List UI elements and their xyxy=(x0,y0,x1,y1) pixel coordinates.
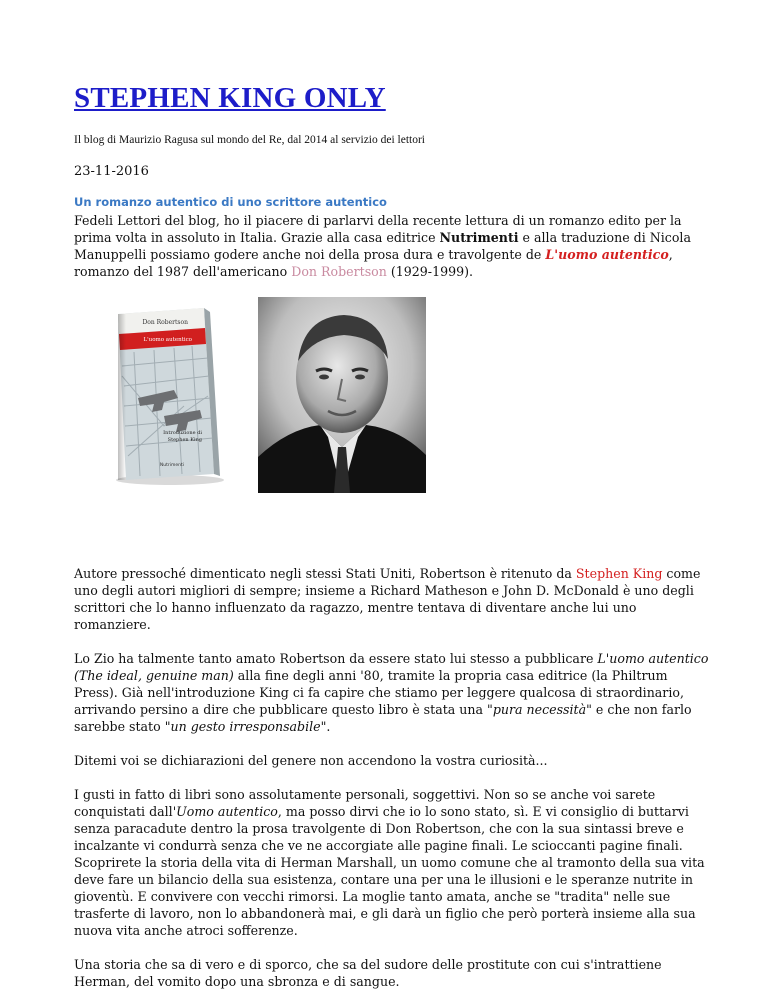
paragraph-4: Ditemi voi se dichiarazioni del genere non accendono la vostra curiosità... xyxy=(74,753,548,768)
intro-paragraph xyxy=(74,212,714,280)
p5-italic-title: Uomo autentico xyxy=(176,804,278,819)
p5-text-2: , ma posso dirvi che io lo sono stato, sì. E vi consiglio di buttarvi senza paracadute dentro la prosa travolgente di Don Robertson, che con la sua sintassi breve e incalzante vi condurrà senza che ve ne accorgiate alle pagine finali. Le scioccanti pagine finali. xyxy=(74,804,689,853)
paragraph-2 xyxy=(74,565,714,633)
p3-text-3: e che non farlo sarebbe stato xyxy=(74,702,692,734)
p3-text-1: Lo Zio ha talmente tanto amato Robertson da essere stato lui stesso a pubblicare xyxy=(74,651,598,666)
post-date: 23-11-2016 xyxy=(74,164,149,179)
intro-text-1: Fedeli Lettori del blog, ho il piacere di parlarvi della recente lettura di un romanzo edito per la prima volta in assoluto in Italia. Grazie alla casa editrice xyxy=(74,213,682,245)
p5-text-1: I gusti in fatto di libri sono assolutamente personali, soggettivi. Non so se anche voi sarete conquistati dall' xyxy=(74,787,656,819)
blog-title-link[interactable]: STEPHEN KING ONLY xyxy=(74,82,386,114)
stephen-king-link[interactable]: Stephen King xyxy=(575,566,663,581)
paragraph-6: Scoprirete la storia della vita di Herman Marshall, un uomo comune che al tramonto della sua vita deve fare un bilancio della sua esistenza, contare una per una le illusioni e le speranze nutrite in gioventù. E convivere con vecchi rimorsi. La moglie tanto amata, anche se "tradita" nelle sue trasferte di lavoro, non lo abbandonerà mai, e gli darà un figlio che però porterà insieme alla sua nuova vita anche atroci sofferenze. xyxy=(74,855,705,938)
book-title-highlight: L'uomo autentico xyxy=(545,247,669,262)
paragraph-7: Una storia che sa di vero e di sporco, che sa del sudore delle prostitute con cui s'intrattiene Herman, del vomito dopo una sbronza e di sangue. xyxy=(74,957,662,989)
p3-text-4: . xyxy=(326,719,331,734)
p2-text-1: Autore pressoché dimenticato negli stessi Stati Uniti, Robertson è ritenuto da xyxy=(74,566,576,581)
p3-quote-2: "un gesto irresponsabile" xyxy=(164,719,327,734)
intro-text-3: , romanzo del 1987 dell'americano xyxy=(74,247,673,279)
p3-text-2: alla fine degli anni '80, tramite la propria casa editrice (la Philtrum Press). Già nell'introduzione King ci fa capire che stiamo per leggere qualcosa di straordinario, arrivando persino a dire che pubblicare questo libro è stata una xyxy=(74,668,684,717)
post-title[interactable]: Un romanzo autentico di uno scrittore autentico xyxy=(74,195,387,209)
p2-text-2: come uno degli autori migliori di sempre; insieme a Richard Matheson e John D. McDonald è uno degli scrittori che lo hanno influenzato da ragazzo, mentre tentava di diventare anche lui uno romanziere. xyxy=(74,566,701,632)
blog-subtitle: Il blog di Maurizio Ragusa sul mondo del Re, dal 2014 al servizio dei lettori xyxy=(74,134,426,146)
p3-quote-1: "pura necessità" xyxy=(487,702,592,717)
intro-text-4: (1929-1999). xyxy=(386,264,474,279)
article-body xyxy=(74,565,714,1007)
book-cover-image xyxy=(104,306,228,486)
publisher-name: Nutrimenti xyxy=(439,230,519,245)
book-cover-author: Don Robertson xyxy=(142,319,188,326)
paragraph-3 xyxy=(74,650,714,735)
intro-text-2: e alla traduzione di Nicola Manuppelli possiamo godere anche noi della prosa dura e travolgente de xyxy=(74,230,691,262)
book-cover-publisher: Nutrimenti xyxy=(159,463,184,468)
book-cover-intro-2: Stephen King xyxy=(167,437,202,443)
paragraph-5 xyxy=(74,786,714,854)
book-cover-title: L'uomo autentico xyxy=(143,337,192,343)
author-link[interactable]: Don Robertson xyxy=(291,264,387,279)
book-cover-intro-1: Introduzione di xyxy=(163,430,202,436)
author-portrait-image xyxy=(258,297,426,493)
p3-italic-title: L'uomo autentico (The ideal, genuine man) xyxy=(74,651,709,683)
